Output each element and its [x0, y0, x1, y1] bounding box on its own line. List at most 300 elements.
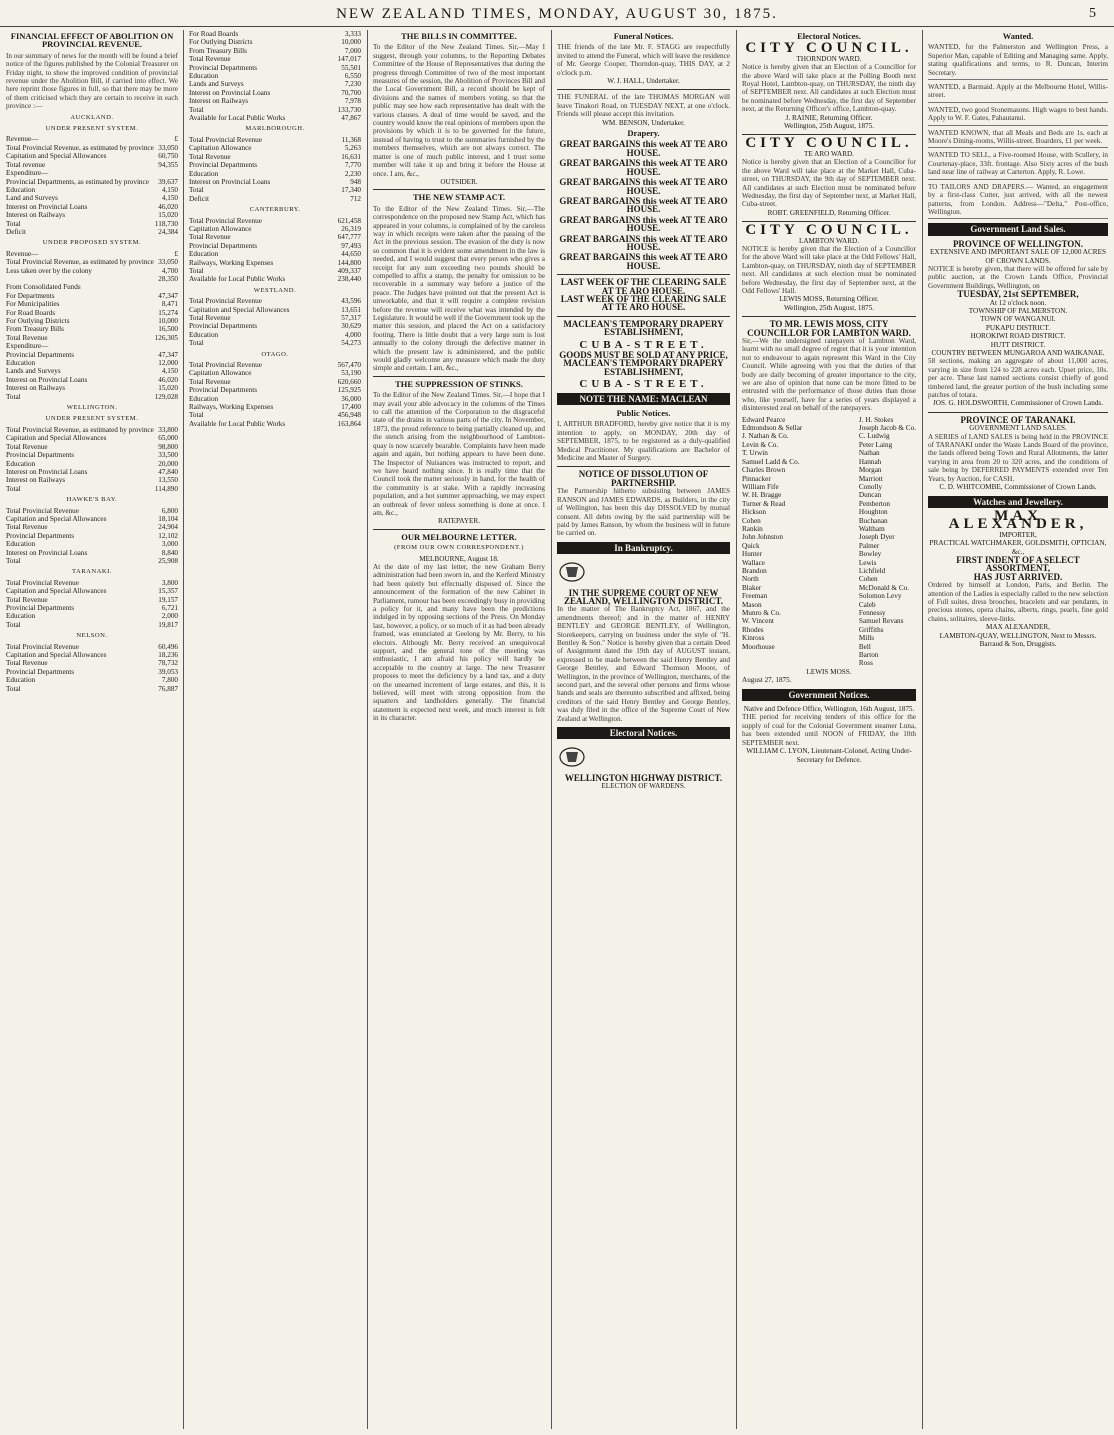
row-label: Capitation and Special Allowances [189, 305, 290, 314]
township: HOROKIWI ROAD DISTRICT. [970, 332, 1066, 341]
row-value: 60,750 [158, 152, 178, 161]
column-rule [736, 30, 737, 1429]
letter-heading: TO MR. LEWIS MOSS, CITY COUNCILLOR FOR LAMBTON WARD. [747, 319, 911, 338]
row-label: Expenditure— [6, 342, 49, 351]
cuba-street: CUBA-STREET. [579, 338, 708, 351]
signatory-name: Peter Laing [858, 440, 893, 449]
signatory-name: W. H. Bragge [742, 491, 782, 500]
table-row [189, 30, 361, 38]
bargain-ad: GREAT BARGAINS this week AT TE ARO HOUSE. [559, 177, 728, 196]
row-label: From Treasury Bills [189, 46, 247, 55]
row-value: 30,629 [341, 322, 361, 331]
signatory-name: Quick [742, 541, 760, 550]
article-heading: THE NEW STAMP ACT. [412, 192, 506, 203]
table-row [6, 203, 178, 211]
row-label: Total [6, 620, 21, 629]
table-row [6, 434, 178, 442]
table-row [6, 186, 178, 194]
jeweller-name: MAX ALEXANDER, [948, 507, 1088, 533]
row-label: Total revenue [6, 160, 46, 169]
drapery-lastweek: LAST WEEK OF THE CLEARING SALE AT TE ARO HOUSE. [560, 293, 727, 313]
row-label: Total Provincial Revenue [189, 135, 262, 144]
row-value: 7,000 [344, 46, 361, 55]
signatory-name: Rhodes [742, 625, 764, 634]
signatory-name: T. Urwin [742, 449, 768, 458]
signatory-name: Moorhouse [742, 642, 775, 651]
signatory-name: John Johnston [742, 533, 783, 542]
signatory-name: J. Nathan & Co. [742, 432, 789, 441]
row-value: 13,651 [341, 305, 361, 314]
table-row [6, 211, 178, 219]
row-value: 118,730 [154, 219, 178, 228]
table-row [6, 250, 178, 258]
row-value: 15,020 [158, 211, 178, 220]
signatory-list-right [859, 416, 916, 668]
table-row [189, 153, 361, 161]
commissioner: C. D. WHITCOMBE, Commissioner of Crown Lands. [939, 483, 1097, 492]
row-value: 4,000 [344, 330, 361, 339]
row-value: 44,650 [341, 250, 361, 259]
row-label: Deficit [189, 194, 209, 203]
gov-body: THE period for receiving tenders of this office for the supply of coal for the Colonial Government steamer Luna, has been extended until NOON of FRIDAY, the 10th SEPTEMBER next. [742, 713, 916, 747]
row-value: 125,925 [337, 386, 361, 395]
table-row [189, 97, 361, 105]
row-value: 4,150 [161, 367, 178, 376]
row-value: 39,637 [158, 177, 178, 186]
row-value: 43,596 [341, 297, 361, 306]
article-body: To the Editor of the New Zealand Times. Sir,—I hope that I may avail your able advocacy in the columns of the Times to call the attention of the Corporation to the disgraceful state of the drains in various parts of the city. In November, 1873, the proud reference to being partially cleaned up, and the stench arising from the neighbourhood of Lambton-quay is now scarcely bearable. Complaints have been made again and again, but nothing appears to have been done. The Inspector of Nuisances was instructed to report, and we have heard nothing since. It is really time that the Council took the matter seriously in hand, for the health of the community is at stake. With a rapidly increasing population, and a hot summer approaching, we may expect an outbreak of fever unless something is done at once. I am, &c., [373, 391, 545, 517]
table-row [189, 361, 361, 369]
just-arrived: HAS JUST ARRIVED. [973, 571, 1063, 582]
signatories [742, 416, 916, 668]
table-row [6, 532, 178, 540]
signatory-name: Hunter [742, 550, 762, 559]
column-2 [189, 30, 361, 1429]
row-value: 70,700 [341, 88, 361, 97]
signatory-name: Blaker [742, 583, 762, 592]
row-value: 12,000 [158, 359, 178, 368]
row-value: 7,230 [344, 80, 361, 89]
table-row [6, 351, 178, 359]
row-value: 8,471 [161, 300, 178, 309]
row-label: Total Revenue [189, 314, 231, 322]
row-value: 33,500 [158, 451, 178, 460]
wanted-ad: WANTED, for the Palmerston and Wellington Press, a Superior Man, capable of Editing and Managing same. Apply, stating qualifications and terms, to R. Duncan, Interim Secretary. [928, 43, 1108, 80]
bargain-ad: GREAT BARGAINS this week AT TE ARO HOUSE. [559, 214, 728, 234]
table-row [189, 80, 361, 88]
column-5 [742, 30, 916, 1429]
table-row [6, 194, 178, 202]
row-value: 36,000 [341, 394, 361, 403]
table-row [6, 621, 178, 629]
table-row [189, 114, 361, 122]
township: HUTT DISTRICT. [990, 340, 1046, 349]
signatory-name: C. Ludwig [858, 432, 890, 441]
row-value: 6,721 [161, 604, 178, 612]
table-row [6, 169, 178, 177]
table-row [189, 225, 361, 233]
signatory-name: Caleb [858, 600, 876, 609]
funeral-signature: W. J. HALL, Undertaker. [607, 77, 680, 86]
row-value: £ [174, 135, 178, 144]
bargain-ad: GREAT BARGAINS this week AT TE ARO HOUSE. [559, 158, 728, 177]
public-notice-body: I, ARTHUR BRADFORD, hereby give notice that it is my intention to apply, on MONDAY, 20th day of SEPTEMBER, 1875, to be registered as a duly-qualified Medical Practitioner. My qualifications are Bachelor of Medicine and Master of Surgery. [557, 420, 730, 463]
row-value: 24,384 [158, 227, 178, 236]
sale-time: At 12 o'clock noon. [989, 298, 1047, 307]
signatory-name: Mason [742, 600, 762, 609]
row-value: 621,458 [337, 216, 361, 225]
row-value: 567,470 [337, 361, 361, 370]
column-6 [928, 30, 1108, 1429]
row-value: 647,777 [337, 233, 361, 242]
section-title: AUCKLAND. [70, 113, 114, 121]
table-row [6, 523, 178, 531]
commissioner: JOS. G. HOLDSWORTH, Commissioner of Crown Lands. [932, 399, 1104, 408]
row-label: Total [189, 266, 204, 275]
signatory-name: Nathan [858, 449, 880, 458]
row-value: 33,050 [158, 258, 178, 267]
wanted-ad: TO TAILORS AND DRAPERS.— Wanted, an engagement by a first-class Cutter, just arrived, with all the newest patterns, from London. Address—"Delta," Post-office, Wellington. [928, 183, 1108, 220]
row-value: 24,904 [158, 523, 178, 532]
row-value: 4,700 [161, 266, 178, 275]
row-label: For Municipalities [6, 300, 60, 309]
row-value: 129,028 [154, 392, 178, 401]
row-label: Provincial Departments [189, 161, 258, 170]
row-value: 126,305 [154, 333, 178, 342]
row-value: 712 [350, 194, 361, 203]
row-label: Revenue— [6, 135, 39, 144]
row-value: 15,357 [158, 587, 178, 596]
row-value: 25,908 [158, 556, 178, 565]
article-subheading: (FROM OUR OWN CORRESPONDENT.) [394, 544, 524, 552]
row-value: 55,501 [341, 63, 361, 72]
row-label: Education [6, 359, 36, 368]
province-heading: PROVINCE OF TARANAKI. [960, 414, 1076, 425]
table-row [189, 306, 361, 314]
row-value: 76,887 [158, 684, 178, 693]
row-value: 53,190 [341, 369, 361, 378]
row-label: Total [189, 186, 204, 195]
table-row [6, 460, 178, 468]
row-value: 15,274 [158, 308, 178, 317]
ward-name: THORNDON WARD. [796, 54, 862, 63]
table-marlborough [189, 136, 361, 203]
row-label: Deficit [6, 227, 26, 236]
row-label: Education [189, 72, 219, 81]
table-westland [189, 297, 361, 347]
row-value: 33,800 [158, 425, 178, 434]
gov-note: Native and Defence Office, Wellington, 16th August, 1875. [743, 705, 915, 714]
table-row [6, 659, 178, 667]
table-row [6, 317, 178, 325]
row-value: 98,800 [158, 442, 178, 451]
table-row [6, 325, 178, 333]
section-heading: Drapery. [627, 128, 660, 139]
section-title: TARANAKI. [71, 568, 113, 576]
signatory-name: Joseph Jacob & Co. [858, 424, 916, 433]
column-rule [551, 30, 552, 1429]
table-row [6, 384, 178, 392]
returning-officer: ROBT. GREENFIELD, Returning Officer. [767, 208, 891, 217]
row-label: Total [189, 411, 204, 420]
table-row [6, 485, 178, 493]
row-label: Provincial Departments [6, 350, 75, 359]
row-label: Total [6, 219, 21, 228]
row-label: Total [189, 339, 204, 348]
signatory-name: Charles Brown [742, 466, 786, 475]
article-heading: THE SUPPRESSION OF STINKS. [395, 378, 523, 389]
row-label: Provincial Departments [189, 241, 258, 250]
column-rule [183, 30, 184, 1429]
row-value: 33,050 [158, 143, 178, 152]
table-row [6, 152, 178, 160]
table-row [6, 612, 178, 620]
row-label: Total Revenue [189, 377, 231, 386]
table-row [6, 557, 178, 565]
table-row [6, 643, 178, 651]
column-3 [373, 30, 545, 1429]
signatory-name: Samuel Ladd & Co. [742, 457, 800, 466]
table-canterbury [189, 217, 361, 284]
row-label: Provincial Departments [6, 451, 75, 460]
row-value: 17,400 [341, 403, 361, 412]
table-row [189, 106, 361, 114]
row-label: Capitation and Special Allowances [6, 434, 107, 443]
row-value: 65,000 [158, 434, 178, 443]
wanted-ad: WANTED TO SELL, a Five-roomed House, with Scullery, in Courtenay-place, 33ft. frontage. Also Sixty acres of the bush land near line of railway at Carterton. Apply, R. Lowe. [928, 151, 1108, 179]
row-value: 15,020 [158, 384, 178, 393]
row-label: Capitation Allowance [189, 369, 252, 378]
election-notice: NOTICE is hereby given that the Election of a Councillor for the above Ward will take place at the Odd Fellows' Hall, Lambton-quay, on THURSDAY, ninth day of SEPTEMBER next. All candidates at such election must be nominated before Wednesday, the first day of September next, at the Odd Fellows' Hall. [742, 244, 916, 295]
row-label: Less taken over by the colony [6, 266, 93, 275]
row-label: Provincial Departments [189, 386, 258, 395]
column-1 [6, 30, 178, 1429]
signatory-name: Cohen [858, 575, 878, 584]
country-district: COUNTRY BETWEEN MUNGAROA AND WAIKANAE. [931, 349, 1105, 357]
row-label: Capitation Allowance [189, 144, 252, 153]
letter-body: Sir,—We the undersigned ratepayers of Lambton Ward, learnt with no small degree of regret that it is your intention not to endeavour to again represent this Ward in the City Council. While agreeing with you that the duties of that body are daily becoming of greater importance to the city, we are also of opinion that none can be more fitted to be entrusted with the performance of those duties than those who, like yourself, have for a series of years displayed a disinterested zeal on behalf of the ratepayers. [742, 337, 916, 413]
table-row [6, 135, 178, 143]
signatory-name: Waltham [858, 524, 885, 533]
section-title: CANTERBURY. [249, 206, 301, 214]
column-rule [922, 30, 923, 1429]
land-sales-title: GOVERNMENT LAND SALES. [969, 424, 1067, 433]
table-row [189, 420, 361, 428]
government-land-bar: Government Land Sales. [928, 223, 1108, 235]
sale-body: NOTICE is hereby given, that there will be offered for sale by public auction, at the Crown Lands Office, Provincial Government Buildings, Wellington, on [928, 264, 1108, 290]
signatory-name: Pemberton [858, 499, 891, 508]
table-row [6, 258, 178, 266]
table-row [6, 283, 178, 291]
row-value: 7,770 [344, 161, 361, 170]
row-label: Provincial Departments [6, 604, 75, 612]
row-label: Education [189, 169, 219, 178]
row-label: Total Revenue [189, 233, 231, 242]
signatory-name: Lichfield [858, 566, 886, 575]
gov-signature: WILLIAM C. LYON, Lieutenant-Colonel, Acting Under-Secretary for Defence. [746, 747, 912, 764]
row-label: Education [6, 185, 36, 194]
signatory-name: Edmondson & Sellar [742, 424, 803, 433]
row-value: 5,263 [344, 144, 361, 153]
row-label: Land and Surveys [6, 194, 58, 203]
government-notices-bar: Government Notices. [742, 689, 916, 701]
row-value: 238,440 [337, 275, 361, 284]
row-label: Available for Local Public Works [189, 419, 286, 428]
table-row [189, 242, 361, 250]
signatory-name: Edward Pearce [742, 415, 786, 424]
row-value: 18,104 [158, 514, 178, 523]
section-title: OTAGO. [261, 350, 289, 358]
signatory-name: North [742, 575, 759, 584]
row-label: Total [189, 105, 204, 114]
row-value: 20,000 [158, 459, 178, 468]
table-row [6, 309, 178, 317]
signatory-name: Cohen [742, 516, 761, 525]
row-label: For Outlying Districts [189, 38, 253, 47]
row-value: 19,157 [158, 595, 178, 604]
row-value: 60,496 [158, 642, 178, 651]
row-label: Education [6, 459, 36, 468]
maclean-drapery: MACLEAN'S TEMPORARY DRAPERY ESTABLISHMENT, [563, 358, 724, 377]
row-label: Interest on Railways [189, 97, 249, 106]
jeweller-address: LAMBTON-QUAY, WELLINGTON, Next to Messrs. Barraud & Son, Druggists. [939, 631, 1097, 648]
cuba-street: CUBA-STREET. [579, 378, 708, 391]
row-label: Interest on Railways [6, 384, 66, 393]
table-row [189, 369, 361, 377]
row-value: 47,867 [341, 114, 361, 123]
row-value: 19,817 [158, 620, 178, 629]
row-label: Total Provincial Revenue [6, 642, 79, 651]
row-label: Interest on Provincial Loans [6, 202, 88, 211]
row-label: Revenue— [6, 249, 39, 258]
section-title: HAWKE'S BAY. [66, 496, 118, 504]
signatory-name: Conolly [858, 482, 883, 491]
signatory-name: Wallace [742, 558, 765, 567]
row-value: 11,368 [341, 135, 361, 144]
table-row [189, 136, 361, 144]
signatory-name: Munro & Co. [742, 609, 781, 617]
signatory-name: Bell [858, 642, 871, 651]
table-row [6, 178, 178, 186]
table-row [189, 339, 361, 347]
bankruptcy-body: In the matter of The Bankruptcy Act, 1867, and the amendments thereof; and in the matter of HENRY BENTLEY and GEORGE BENTLEY, of Wellington, Storekeepers, carrying on business under the style of "H. Bentley & Son." Notice is hereby given that a certain Deed of Assignment dated the 19th day of AUGUST instant, expressed to be made between the said Henry Bentley and George Bentley, and Edward Thomson Moore, of Wellington, in the province of Wellington, merchants, of the second part, and the several other persons and firms whose hands and seals are thereunto subscribed and affixed, being creditors of the said Henry Bentley and George Bentley, was duly filed in the office of the Supreme Court of New Zealand at Wellington. [557, 605, 730, 723]
row-label: Total [6, 484, 21, 493]
section-heading: Funeral Notices. [613, 31, 674, 41]
coat-of-arms-icon [557, 561, 587, 583]
row-value: 409,337 [337, 266, 361, 275]
row-label: For Outlying Districts [6, 317, 70, 325]
table-row [6, 515, 178, 523]
wanted-ad: WANTED, two good Stonemasons. High wages to best hands. Apply to W. F. Gates, Pahautanui. [928, 106, 1108, 126]
row-label: Total Revenue [6, 333, 48, 342]
coat-of-arms-icon [557, 746, 587, 768]
row-label: Lands and Surveys [189, 80, 244, 89]
article-body: At the date of my last letter, the new Graham Berry administration had been sworn in, and the Kerferd Ministry had been quietly but effectually disposed of. Since the announcement of the formation of the new Cabinet in Parliament, rumour has been exceedingly busy in providing a policy for it, and many have been the predictions indulged in by opposing sections of the Press. On Monday last, however, a policy, or so much of it as had been already framed, was enunciated at Geelong by Mr. Berry, to his electors. Although Mr. Berry received an unequivocal support, and the general tone of the meeting was enthusiastic, I am afraid his policy will hardly be acceptable to the country at large. The new Treasurer proposes to meet the deficiency by a land tax, and a duty on the unearned increment of large estates, and this, it is believed, will meet with strong opposition from the squatters and landholders generally. The financial statement is expected next week, and much interest is felt in its character. [373, 562, 545, 723]
row-label: Provincial Departments [189, 63, 258, 72]
row-label: From Treasury Bills [6, 325, 64, 334]
table-row [189, 322, 361, 330]
ward-name: LAMBTON WARD. [798, 236, 860, 245]
signatory-name: Joseph Dyer [858, 533, 895, 542]
jeweller-importer: IMPORTER, [999, 530, 1037, 539]
row-value: 4,150 [161, 194, 178, 203]
table-row [189, 178, 361, 186]
table-row [189, 72, 361, 80]
table-row [189, 186, 361, 194]
section-heading: Electoral Notices. [797, 31, 861, 41]
sale-date: TUESDAY, 21st SEPTEMBER, [957, 289, 1079, 300]
article-heading: FINANCIAL EFFECT OF ABOLITION ON PROVINCIAL REVENUE. [10, 31, 174, 50]
table-row [6, 587, 178, 595]
table-row [189, 233, 361, 241]
section-title: WELLINGTON. [66, 404, 118, 412]
row-value: 133,730 [337, 105, 361, 114]
column-rule [367, 30, 368, 1429]
table-row [189, 195, 361, 203]
dissolution-notice: NOTICE OF DISSOLUTION OF PARTNERSHIP. [578, 469, 709, 488]
table-row [6, 367, 178, 375]
row-label: Total Provincial Revenue, as estimated by province [6, 143, 154, 152]
table-row [6, 476, 178, 484]
table-row [189, 47, 361, 55]
signatory-name: McDonald & Co. [858, 583, 909, 592]
row-value: 54,273 [341, 339, 361, 348]
row-value: 78,732 [158, 659, 178, 668]
table-row [189, 170, 361, 178]
row-label: Available for Local Public Works [189, 114, 286, 123]
row-value: 46,020 [158, 202, 178, 211]
table-row [6, 376, 178, 384]
row-label: Total Revenue [6, 659, 48, 668]
section-heading: Wanted. [1002, 31, 1034, 41]
row-value: 147,017 [337, 55, 361, 64]
table-row [6, 468, 178, 476]
township: PUKAPU DISTRICT. [985, 323, 1051, 332]
table-row [6, 668, 178, 676]
election-title: ELECTION OF WARDENS. [601, 782, 686, 791]
signatory-list-left [742, 416, 802, 668]
table-row [189, 267, 361, 275]
newspaper-title: NEW ZEALAND TIMES, MONDAY, AUGUST 30, 1875. [336, 6, 778, 22]
council-heading: CITY COUNCIL. [745, 40, 913, 57]
row-value: 620,660 [337, 377, 361, 386]
row-value: 97,493 [341, 241, 361, 250]
signatory-name: Palmer [858, 541, 880, 550]
row-label: Total Provincial Revenue [6, 506, 79, 515]
row-label: Provincial Departments [6, 667, 75, 676]
table-row [189, 144, 361, 152]
row-value: 47,347 [158, 291, 178, 300]
row-label: Total [6, 392, 21, 401]
township: TOWNSHIP OF PALMERSTON. [968, 306, 1068, 315]
row-value: 7,978 [344, 97, 361, 106]
signatory-name: Samuel Revans [858, 617, 904, 626]
row-value: 114,890 [154, 484, 178, 493]
taranaki-body: A SERIES of LAND SALES is being held in the PROVINCE of TARANAKI under the Waste Lands Board of the province, the lands offered being Town and Rural Allotments, the latter varying in area from 20 to 320 acres, and the conditions of sale being by DEFERRED PAYMENTS extended over Ten Years, by Auction, for CASH. [928, 432, 1108, 483]
watches-bar: Watches and Jewellery. [928, 496, 1108, 508]
row-label: Lands and Surveys [6, 367, 61, 376]
row-label: Total [6, 556, 21, 565]
table-auckland-proposed [6, 250, 178, 401]
table-taranaki [6, 579, 178, 629]
jeweller-trade: PRACTICAL WATCHMAKER, GOLDSMITH, OPTICIAN, &c., [929, 539, 1107, 556]
row-value: 4,150 [161, 185, 178, 194]
page-number: 5 [1089, 6, 1096, 21]
row-value: 163,864 [337, 419, 361, 428]
funeral-notice: THE friends of the late Mr. F. STAGG are respectfully invited to attend the Funeral, which will leave the residence of Mr. George Cooper, Thorndon-quay, THIS DAY, at 2 o'clock p.m. [557, 43, 730, 77]
row-value: 17,340 [341, 186, 361, 195]
row-value: 6,550 [344, 72, 361, 81]
